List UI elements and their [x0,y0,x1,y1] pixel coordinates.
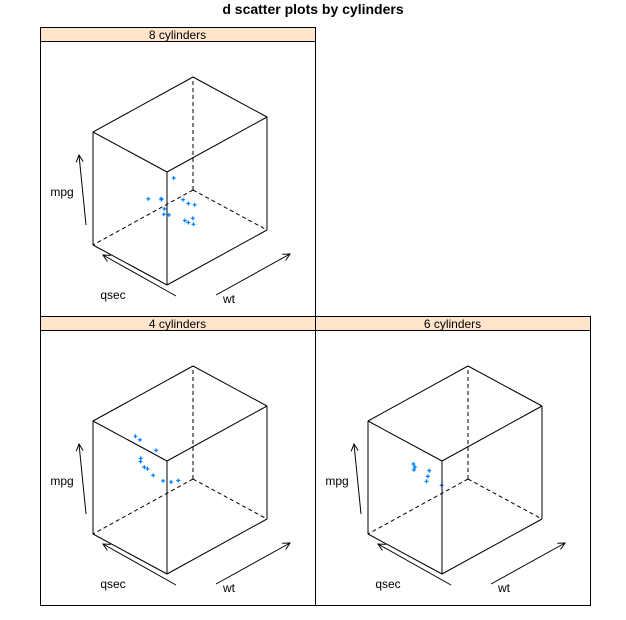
data-point [133,434,137,438]
data-point [151,473,155,477]
cube-plot [50,77,290,306]
cube-plot [325,366,565,595]
data-point [139,460,143,464]
cube-edge [167,406,267,461]
wt-axis-arrow [216,543,290,584]
panel-frame [41,28,316,317]
y-axis-label: qsec [100,577,126,591]
cube-edge [468,366,542,406]
wt-axis-arrow [491,543,565,584]
x-axis-label: wt [498,581,510,595]
cube-edge [93,366,193,421]
mpg-axis-arrow [76,444,86,514]
cube-edge [93,132,167,172]
data-point [186,202,190,206]
panel-strip-label: 8 cylinders [148,28,207,42]
cube-edge [442,406,542,461]
mpg-axis-arrow [76,155,86,225]
data-point [427,469,431,473]
data-point [169,480,173,484]
x-axis-label: wt [223,292,235,306]
mpg-axis-arrow-shaft [354,444,361,514]
cube-edge [93,245,167,285]
y-axis-label: qsec [100,288,126,302]
mpg-axis-arrow-shaft [79,155,86,225]
panel-strip-label: 4 cylinders [148,317,207,331]
data-point [181,198,185,202]
cube-edge [93,534,167,574]
cube-edge [193,366,267,406]
cube-edge [368,421,442,461]
data-point [426,474,430,478]
data-point [162,212,166,216]
data-point [186,221,190,225]
data-point [183,219,187,223]
cube-hidden-edge [93,190,193,245]
data-point [138,438,142,442]
wt-axis-arrow [216,254,290,295]
cube-edge [368,534,442,574]
wt-axis-arrow-shaft [216,254,290,295]
wt-axis-arrow-shaft [216,543,290,584]
panel-strip-label: 6 cylinders [423,317,482,331]
x-axis-label: wt [223,581,235,595]
cube-edge [167,230,267,285]
panel-2 [41,317,316,606]
cube-edge [167,519,267,574]
point-layer [133,434,180,484]
cube-hidden-edge [193,479,267,519]
cube-edge [442,519,542,574]
cube-edge [193,77,267,117]
panel-1 [41,28,316,317]
data-point [172,176,176,180]
cube-hidden-edge [468,479,542,519]
data-point [193,203,197,207]
panels-layer [41,28,591,606]
cube-edge [368,366,468,421]
panel-3 [316,317,591,606]
data-point [161,479,165,483]
cube-edge [167,117,267,172]
wt-axis-arrow-shaft [491,543,565,584]
cube-hidden-edge [93,479,193,534]
data-point [192,222,196,226]
chart-title: d scatter plots by cylinders [222,1,404,17]
z-axis-label: mpg [50,185,74,199]
z-axis-label: mpg [50,474,74,488]
data-point [191,216,195,220]
cube-edge [93,77,193,132]
point-layer [411,462,443,487]
data-point [154,448,158,452]
cube-hidden-edge [368,479,468,534]
cube-hidden-edge [193,190,267,230]
data-point [176,479,180,483]
cube-plot [50,366,290,595]
data-point [146,197,150,201]
cube-edge [93,421,167,461]
data-point [162,207,166,211]
z-axis-label: mpg [325,474,349,488]
mpg-axis-arrow [351,444,361,514]
point-layer [146,176,196,226]
data-point [425,479,429,483]
panel-frame [316,317,591,606]
panel-frame [41,317,316,606]
mpg-axis-arrow-shaft [79,444,86,514]
y-axis-label: qsec [375,577,401,591]
